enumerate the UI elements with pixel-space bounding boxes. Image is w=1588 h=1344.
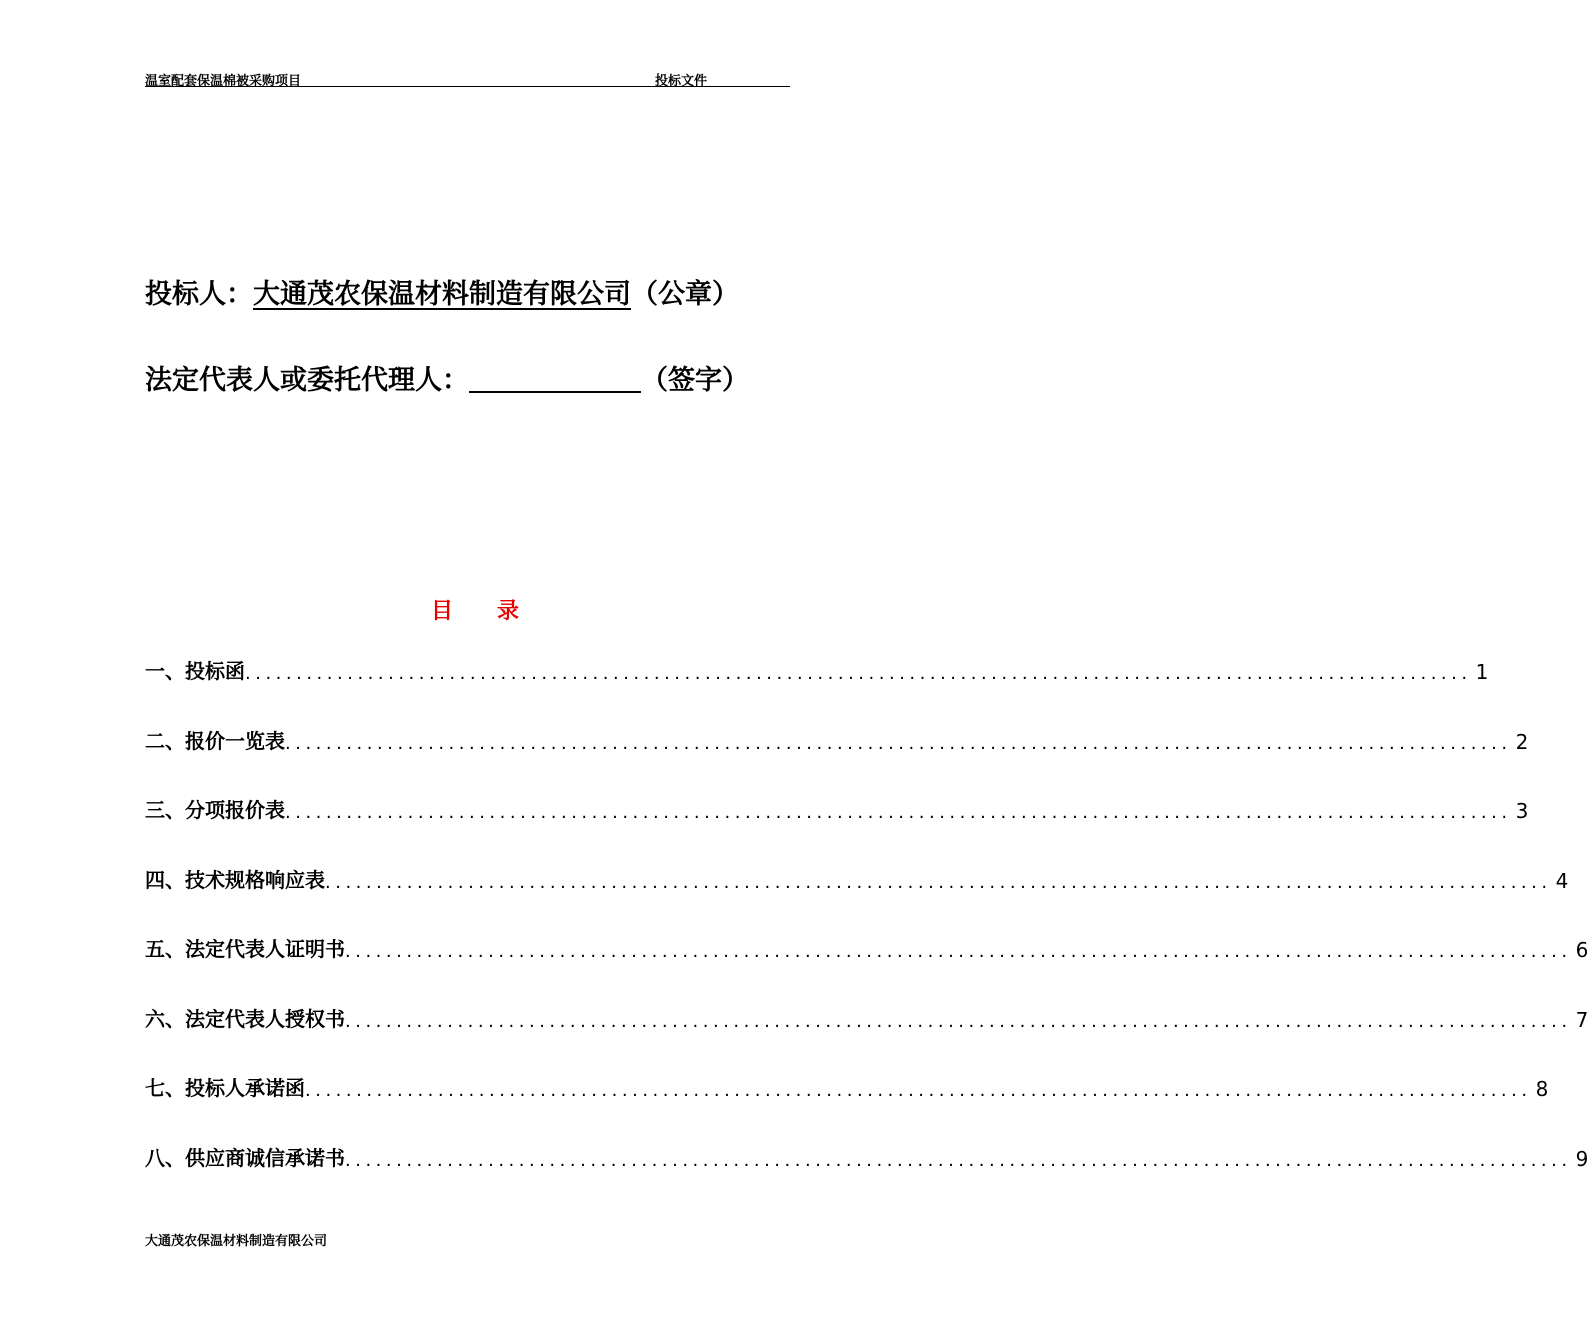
signature-blank [469,365,641,393]
seal-note: （公章） [631,279,739,310]
toc-item[interactable] [145,658,1489,684]
toc-item[interactable] [145,728,1529,754]
toc-item[interactable] [145,867,1569,893]
toc-item-label: 七、投标人承诺函 [145,1076,305,1100]
bidder-company: 大通茂农保温材料制造有限公司 [253,279,631,310]
header-doc-type: 投标文件 [655,74,708,89]
header-project-title: 温室配套保温棉被采购项目 [145,74,302,89]
toc-title [0,594,950,625]
toc-item-page: 7 [1575,1008,1588,1032]
toc-item[interactable] [145,936,1588,962]
toc-item-label: 一、投标函 [145,659,245,683]
toc-item[interactable] [145,1006,1588,1032]
toc-leader-dots: ........................................................................................................................ [345,1150,1572,1171]
toc-item-page: 3 [1515,799,1529,823]
toc-item-label: 六、法定代表人授权书 [145,1007,345,1031]
toc-leader-dots: ........................................................................................................................ [285,733,1512,754]
toc-item-label: 八、供应商诚信承诺书 [145,1146,345,1170]
toc-item[interactable] [145,1075,1549,1101]
toc-item[interactable] [145,797,1529,823]
toc-leader-dots: ........................................................................................................................ [345,1011,1572,1032]
toc-title-char-1: 目 [430,599,453,624]
page-footer: 大通茂农保温材料制造有限公司 [145,1234,328,1249]
toc-item-page: 9 [1575,1147,1588,1171]
bidder-label: 投标人： [145,279,253,310]
page-header [145,70,790,87]
toc-leader-dots: ........................................................................................................................ [325,872,1552,893]
toc-leader-dots: ........................................................................................................................ [305,1080,1532,1101]
toc-leader-dots: ........................................................................................................................ [345,941,1572,962]
toc-item-page: 8 [1535,1077,1549,1101]
sign-note: （签字） [641,365,749,396]
toc-item-page: 1 [1475,660,1489,684]
representative-line [145,358,749,397]
toc-title-char-2: 录 [497,599,520,624]
toc-item-label: 三、分项报价表 [145,798,285,822]
toc-item-page: 6 [1575,938,1588,962]
toc-item-page: 2 [1515,730,1529,754]
toc-item-label: 二、报价一览表 [145,729,285,753]
bidder-line [145,272,739,311]
toc-item-page: 4 [1555,869,1569,893]
toc-leader-dots: ........................................................................................................................ [285,802,1512,823]
toc-item-label: 五、法定代表人证明书 [145,937,345,961]
toc-leader-dots: ........................................................................................................................ [245,663,1472,684]
representative-label: 法定代表人或委托代理人： [145,365,469,396]
toc-item-label: 四、技术规格响应表 [145,868,325,892]
toc-item[interactable] [145,1145,1588,1171]
